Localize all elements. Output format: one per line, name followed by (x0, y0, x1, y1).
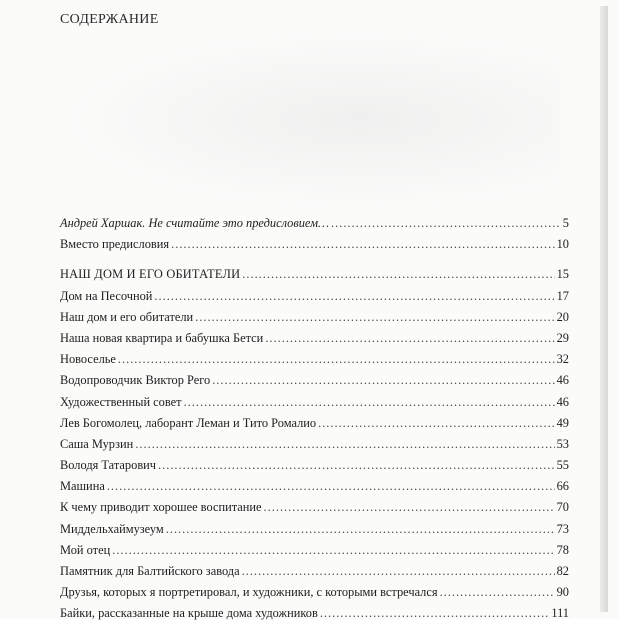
show-through-shadow (60, 30, 560, 210)
toc-entry (60, 540, 569, 561)
toc-entry-label: Вместо предисловия (60, 237, 170, 252)
toc-leader-dots (195, 307, 554, 328)
toc-entry (60, 582, 569, 603)
toc-entry-label: Наша новая квартира и бабушка Бетси (60, 330, 264, 345)
toc-entry-page: 111 (551, 606, 569, 621)
toc-leader-dots (171, 234, 554, 255)
toc-entry-label: Володя Татарович (60, 458, 157, 473)
toc-entry (60, 603, 569, 624)
toc-leader-dots (264, 497, 555, 518)
page-edge (600, 6, 608, 612)
toc-leader-dots (320, 603, 550, 624)
toc-leader-dots (135, 434, 554, 455)
toc-leader-dots (242, 264, 554, 285)
toc-entry (60, 392, 569, 413)
toc-entry-page: 46 (556, 373, 569, 388)
toc-entry-page: 49 (556, 415, 569, 430)
toc-entry-page: 10 (556, 237, 569, 252)
toc-leader-dots (265, 328, 554, 349)
toc-leader-dots (184, 392, 555, 413)
toc-entry-page: 82 (556, 564, 569, 578)
toc-entry-label: Памятник для Балтийского завода (60, 564, 240, 578)
toc-entry-label: Мой отец (60, 542, 111, 557)
toc-entry-preface-kharshak (60, 213, 569, 234)
toc-leader-dots (118, 349, 555, 370)
toc-entry-page: 90 (556, 585, 569, 600)
toc-entry-label: Новоселье (60, 352, 116, 367)
toc-entry-page: 66 (556, 479, 569, 494)
toc-entry (60, 413, 569, 434)
toc-entry-label: Машина (60, 479, 105, 494)
toc-entry-label: Миддельхаймузеум (60, 521, 164, 536)
toc-entry-page: 29 (556, 330, 569, 345)
toc-entry-page: 73 (556, 521, 569, 536)
toc-leader-dots (440, 582, 555, 603)
toc-entry-label: Водопроводчик Виктор Рего (60, 373, 211, 388)
toc-entry (60, 434, 569, 455)
toc-entry (60, 286, 569, 307)
toc-entry-page: 78 (556, 542, 569, 557)
toc-entry (60, 307, 569, 328)
toc-entry-page: 32 (556, 352, 569, 367)
toc-entry (60, 328, 569, 349)
toc-leader-dots (112, 540, 554, 561)
toc-entry-page: 53 (556, 436, 569, 451)
toc-entry-page: 5 (562, 216, 569, 230)
toc-section-heading (60, 264, 569, 285)
table-of-contents (60, 213, 569, 625)
toc-entry-page: 20 (556, 309, 569, 324)
toc-entry-page: 17 (556, 288, 569, 303)
toc-entry-label: Андрей Харшак. Не считайте это предисловием… (60, 216, 330, 230)
page-title: СОДЕРЖАНИЕ (60, 12, 159, 27)
toc-entry (60, 497, 569, 518)
toc-entry (60, 370, 569, 391)
toc-entry-label: К чему приводит хорошее воспитание (60, 500, 262, 515)
toc-leader-dots (154, 286, 554, 307)
toc-entry (60, 561, 569, 582)
toc-entry-label: Дом на Песочной (60, 288, 153, 303)
toc-entry-label: НАШ ДОМ И ЕГО ОБИТАТЕЛИ (60, 267, 241, 282)
toc-entry-label: Саша Мурзин (60, 436, 134, 451)
toc-entry-label: Друзья, которых я портретировал, и художники, с которыми встречался (60, 585, 438, 600)
toc-leader-dots (158, 455, 555, 476)
toc-leader-dots (212, 370, 554, 391)
toc-entry-page: 55 (556, 458, 569, 473)
toc-entry (60, 455, 569, 476)
toc-entry-label: Художественный совет (60, 394, 182, 409)
toc-entry (60, 476, 569, 497)
toc-entry-label: Байки, рассказанные на крыше дома художников (60, 606, 318, 621)
toc-leader-dots (242, 561, 555, 582)
toc-entry-label: Лев Богомолец, лаборант Леман и Тито Ромалио (60, 415, 317, 430)
toc-entry-page: 15 (556, 267, 569, 282)
toc-entry-label: Наш дом и его обитатели (60, 309, 194, 324)
toc-entry-page: 70 (556, 500, 569, 515)
toc-entry-instead-of-preface (60, 234, 569, 255)
toc-entry-page: 46 (556, 394, 569, 409)
toc-leader-dots (107, 476, 555, 497)
toc-entry (60, 519, 569, 540)
toc-leader-dots (331, 213, 561, 234)
toc-entry (60, 349, 569, 370)
toc-leader-dots (166, 519, 555, 540)
toc-leader-dots (318, 413, 555, 434)
